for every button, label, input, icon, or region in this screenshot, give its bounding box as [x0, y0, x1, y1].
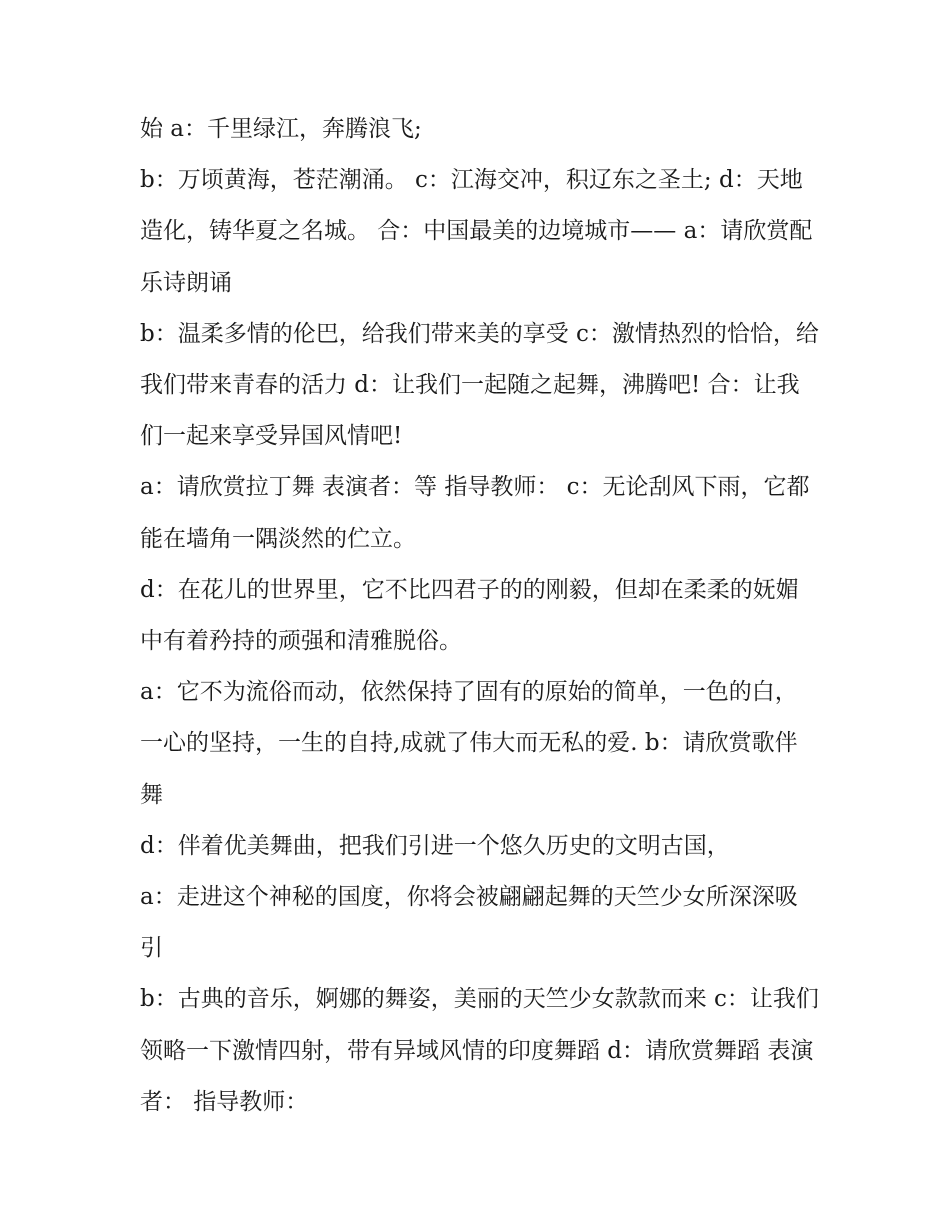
paragraph: a：走进这个神秘的国度，你将会被翩翩起舞的天竺少女所深深吸引	[140, 884, 798, 962]
paragraph: d：在花儿的世界里，它不比四君子的的刚毅，但却在柔柔的妩媚中有着矜持的顽强和清雅脱俗。	[140, 576, 799, 655]
paragraph: b：古典的音乐，婀娜的舞姿，美丽的天竺少女款款而来 c：让我们领略一下激情四射，带有异域风情的印度舞蹈 d：请欣赏舞蹈 表演者： 指导教师：	[140, 986, 819, 1115]
paragraph: 始 a：千里绿江，奔腾浪飞;	[140, 116, 422, 142]
paragraph: d：伴着优美舞曲，把我们引进一个悠久历史的文明古国，	[140, 832, 730, 859]
paragraph: a：它不为流俗而动，依然保持了固有的原始的简单，一色的白，一心的坚持，一生的自持,成就了伟大而无私的爱. b：请欣赏歌伴舞	[140, 679, 798, 808]
paragraph: b：万顷黄海，苍茫潮涌。 c：江海交冲，积辽东之圣土; d：天地造化，铸华夏之名城。 合：中国最美的边境城市—— a：请欣赏配乐诗朗诵	[140, 167, 813, 296]
document-body	[140, 104, 820, 1128]
paragraph: a：请欣赏拉丁舞 表演者：等 指导教师： c：无论刮风下雨，它都能在墙角一隅淡然的伫立。	[140, 474, 810, 552]
paragraph: b：温柔多情的伦巴，给我们带来美的享受 c：激情热烈的恰恰，给我们带来青春的活力 d：让我们一起随之起舞，沸腾吧! 合：让我们一起来享受异国风情吧!	[140, 320, 819, 450]
